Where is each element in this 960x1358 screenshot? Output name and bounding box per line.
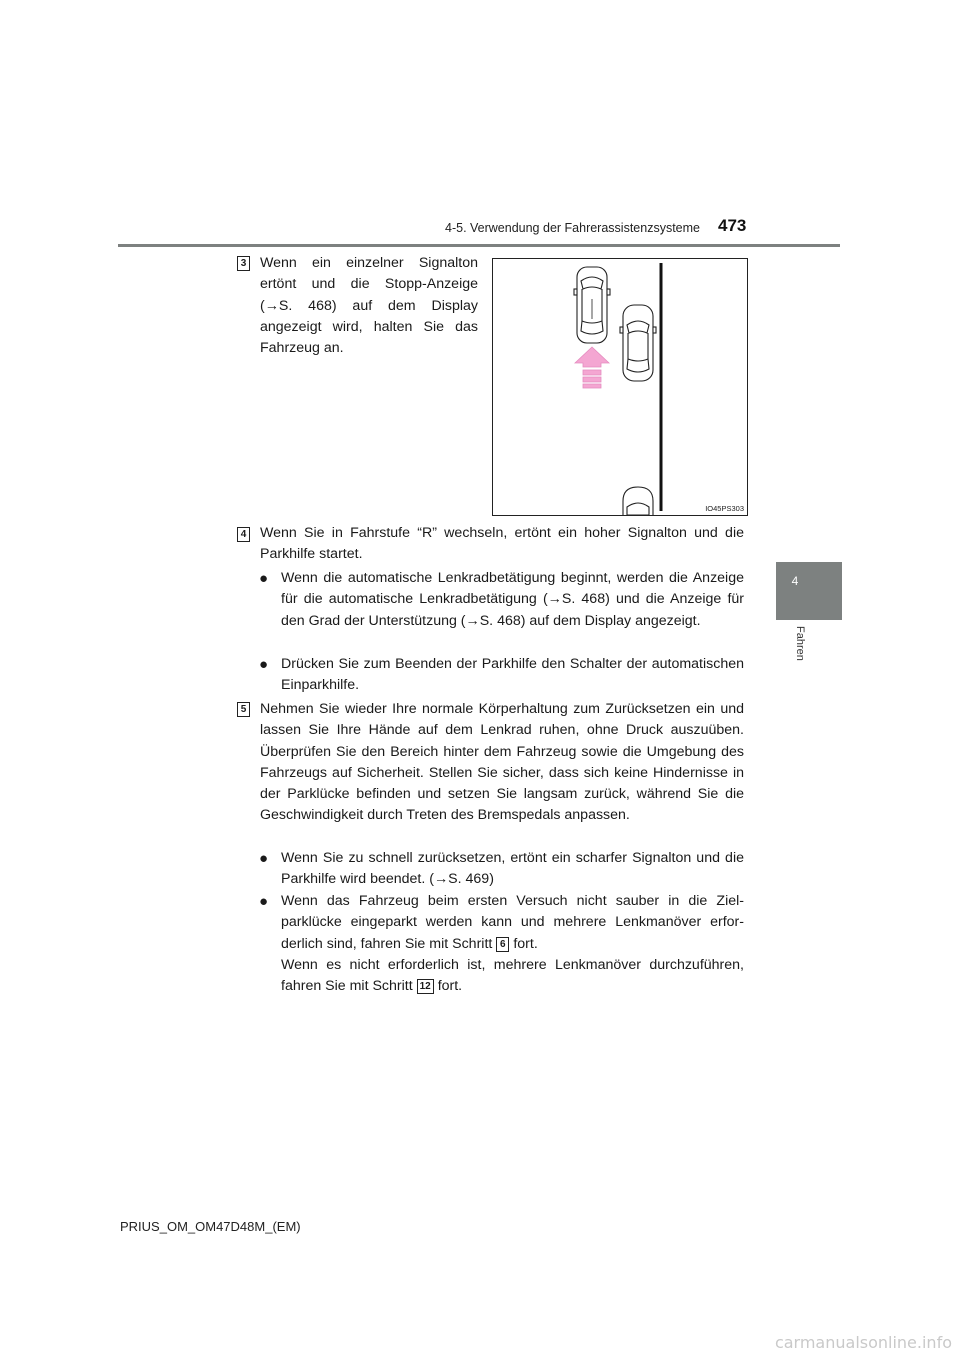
chapter-number: 4 — [791, 574, 799, 588]
bullet-text-part1 — [281, 891, 744, 955]
bullet-icon: ● — [259, 850, 269, 867]
own-car-icon — [574, 267, 610, 343]
bullet-text: Wenn die automatische Lenkradbetätigung beginnt, werden die Anzeige für die automatische Lenkradbetätigung (→S. 468) und die Anzeige für den Grad der Unterstützung (→S. 468) auf dem Display angezeigt. — [281, 570, 744, 629]
step-5-text — [260, 699, 744, 827]
step-5-bullet-2 — [259, 891, 744, 997]
bullet-icon: ● — [259, 656, 269, 673]
bullet-text-b-end: fort. — [437, 978, 463, 995]
step-number-5: 5 — [237, 702, 250, 717]
bullet-text: Wenn Sie zu schnell zurücksetzen, ertönt ein scharfer Signalton und die Parkhilfe wird beendet. (→S. 469) — [281, 850, 744, 888]
step-4-paragraph: Wenn Sie in Fahrstufe “R” wechseln, ertönt ein hoher Signalton und die Parkhilfe startet. — [260, 525, 744, 563]
rear-car-icon — [623, 487, 653, 515]
section-title: 4-5. Verwendung der Fahrerassistenzsysteme — [445, 221, 700, 235]
chapter-label: Fahren — [794, 626, 806, 661]
header-divider — [118, 244, 840, 247]
parking-figure — [492, 258, 748, 516]
manual-code: PRIUS_OM_OM47D48M_(EM) — [120, 1219, 301, 1234]
bullet-icon: ● — [259, 893, 269, 910]
page-number: 473 — [718, 216, 747, 235]
bullet-icon: ● — [259, 570, 269, 587]
step-3-paragraph: Wenn ein einzelner Signalton ertönt und die Stopp-Anzeige (→S. 468) auf dem Display angezeigt wird, halten Sie das Fahrzeug an. — [260, 255, 478, 357]
bullet-text-a-end: fort. — [513, 935, 538, 952]
parked-car-icon — [620, 305, 656, 381]
step-5-paragraph: Nehmen Sie wieder Ihre normale Körperhaltung zum Zurücksetzen ein und lassen Sie Ihre Hände auf dem Lenkrad ruhen, ohne Druck auszuüben. Überprüfen Sie den Bereich hinter dem Fahrzeug sowie die Umgebung des Fahrzeugs auf Sicherheit. Stellen Sie sicher, dass sich keine Hindernisse in der Parklücke befinden und setzen Sie langsam zurück, während Sie die Geschwindigkeit durch Treten des Bremspedals anpassen. — [260, 701, 744, 824]
step-4-bullet-1 — [259, 568, 744, 632]
watermark: carmanualsonline.info — [774, 1333, 952, 1352]
chapter-tab — [776, 562, 842, 620]
step-number-3: 3 — [237, 256, 250, 271]
step-3-text — [260, 253, 478, 359]
step-ref-12: 12 — [417, 979, 434, 994]
step-ref-6: 6 — [496, 937, 509, 952]
bullet-text-b: Wenn es nicht erforderlich ist, mehrere Lenkmanöver durchzuführen, fahren Sie mit Schritt — [281, 956, 744, 995]
bullet-text-a: Wenn das Fahrzeug beim ersten Versuch nicht sauber in die Zielparklücke eingeparkt werden kann und mehrere Lenkmanöver erforderlich sind, fahren Sie mit Schritt — [281, 893, 744, 952]
step-4-text — [260, 523, 744, 566]
step-4-bullet-2 — [259, 654, 744, 697]
bullet-text-part2 — [281, 955, 744, 998]
step-number-4: 4 — [237, 527, 250, 542]
step-5-bullet-1 — [259, 848, 744, 891]
parking-illustration — [493, 259, 747, 515]
direction-arrow-icon — [575, 347, 609, 388]
figure-code: IO45PS303 — [705, 504, 744, 513]
bullet-text: Drücken Sie zum Beenden der Parkhilfe den Schalter der automatischen Einparkhilfe. — [281, 656, 744, 694]
